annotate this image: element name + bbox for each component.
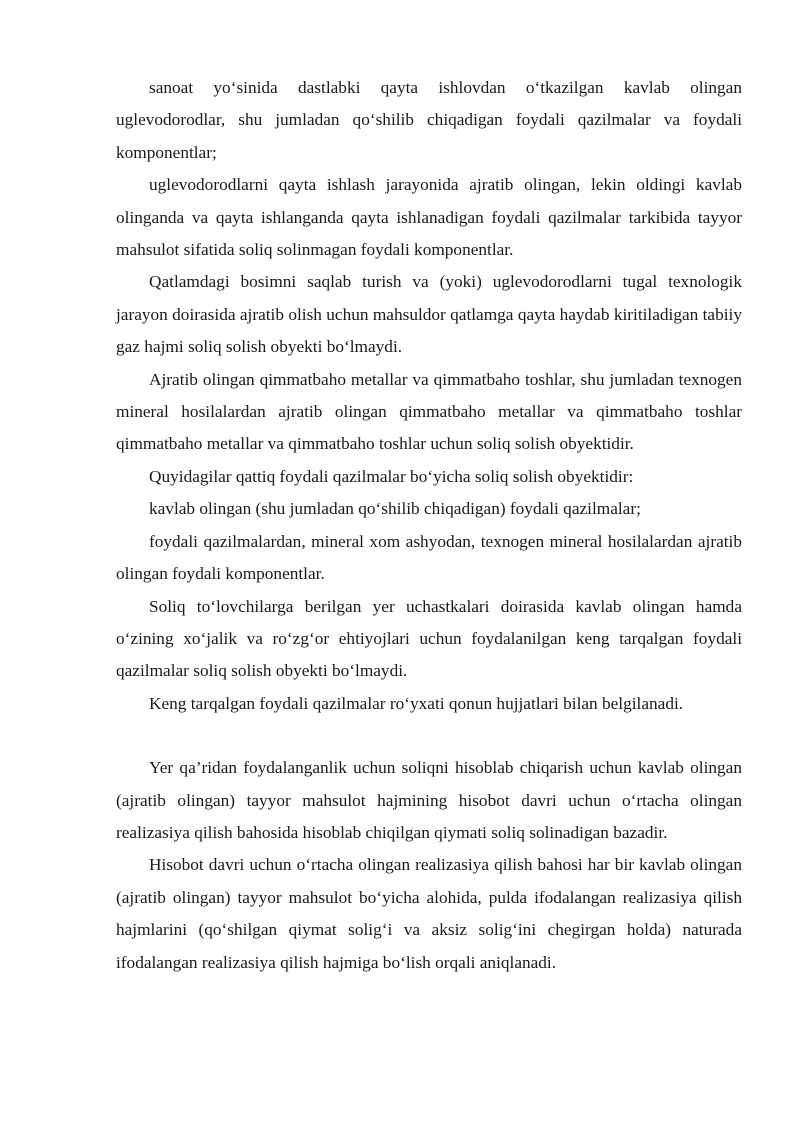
paragraph-1: sanoat yo‘sinida dastlabki qayta ishlovdan o‘tkazilgan kavlab olingan uglevodorodlar, shu jumladan qo‘shilib chiqadigan foydali qazilmalar va foydali komponentlar; <box>116 78 742 162</box>
paragraph-7: foydali qazilmalardan, mineral xom ashyodan, texnogen mineral hosilalardan ajratib olingan foydali komponentlar. <box>116 531 742 584</box>
paragraph-8: Soliq to‘lovchilarga berilgan yer uchastkalari doirasida kavlab olingan hamda o‘zining xo‘jalik va ro‘zg‘or ehtiyojlari uchun foydalanilgan keng tarqalgan foydali qazilmalar soliq solish obyekti bo‘lmaydi. <box>116 596 742 681</box>
paragraph-4: Ajratib olingan qimmatbaho metallar va qimmatbaho toshlar, shu jumladan texnogen mineral hosilalardan ajratib olingan qimmatbaho metallar va qimmatbaho toshlar qimmatbaho metallar va qimmatbaho toshlar uchun soliq solish obyektidir. <box>116 369 742 454</box>
paragraph-3: Qatlamdagi bosimni saqlab turish va (yoki) uglevodorodlarni tugal texnologik jarayon doirasida ajratib olish uchun mahsuldor qatlamga qayta haydab kiritiladigan tabiiy gaz hajmi soliq solish obyekti bo‘lmaydi. <box>116 272 742 357</box>
paragraph-6: kavlab olingan (shu jumladan qo‘shilib chiqadigan) foydali qazilmalar; <box>149 499 641 519</box>
paragraph-11: Hisobot davri uchun o‘rtacha olingan realizasiya qilish bahosi har bir kavlab olingan (ajratib olingan) tayyor mahsulot bo‘yicha alohida, pulda ifodalangan realizasiya qilish hajmlarini (qo‘shilgan qiymat solig‘i va aksiz solig‘ini chegirgan holda) naturada ifodalangan realizasiya qilish hajmiga bo‘lish orqali aniqlanadi. <box>116 855 742 972</box>
paragraph-10: Yer qa’ridan foydalanganlik uchun soliqni hisoblab chiqarish uchun kavlab olingan (ajratib olingan) tayyor mahsulot hajmining hisobot davri uchun o‘rtacha olingan realizasiya qilish bahosida hisoblab chiqilgan qiymati soliq solinadigan bazadir. <box>116 758 742 842</box>
document-page <box>116 72 742 979</box>
paragraph-spacer <box>116 720 742 752</box>
paragraph-5: Quyidagilar qattiq foydali qazilmalar bo‘yicha soliq solish obyektidir: <box>149 466 634 486</box>
paragraph-2: uglevodorodlarni qayta ishlash jarayonida ajratib olingan, lekin oldingi kavlab olinganda va qayta ishlanganda qayta ishlanadigan foydali qazilmalar tarkibida tayyor mahsulot sifatida soliq solinmagan foydali komponentlar. <box>116 175 742 260</box>
paragraph-9: Keng tarqalgan foydali qazilmalar ro‘yxati qonun hujjatlari bilan belgilanadi. <box>149 693 684 713</box>
